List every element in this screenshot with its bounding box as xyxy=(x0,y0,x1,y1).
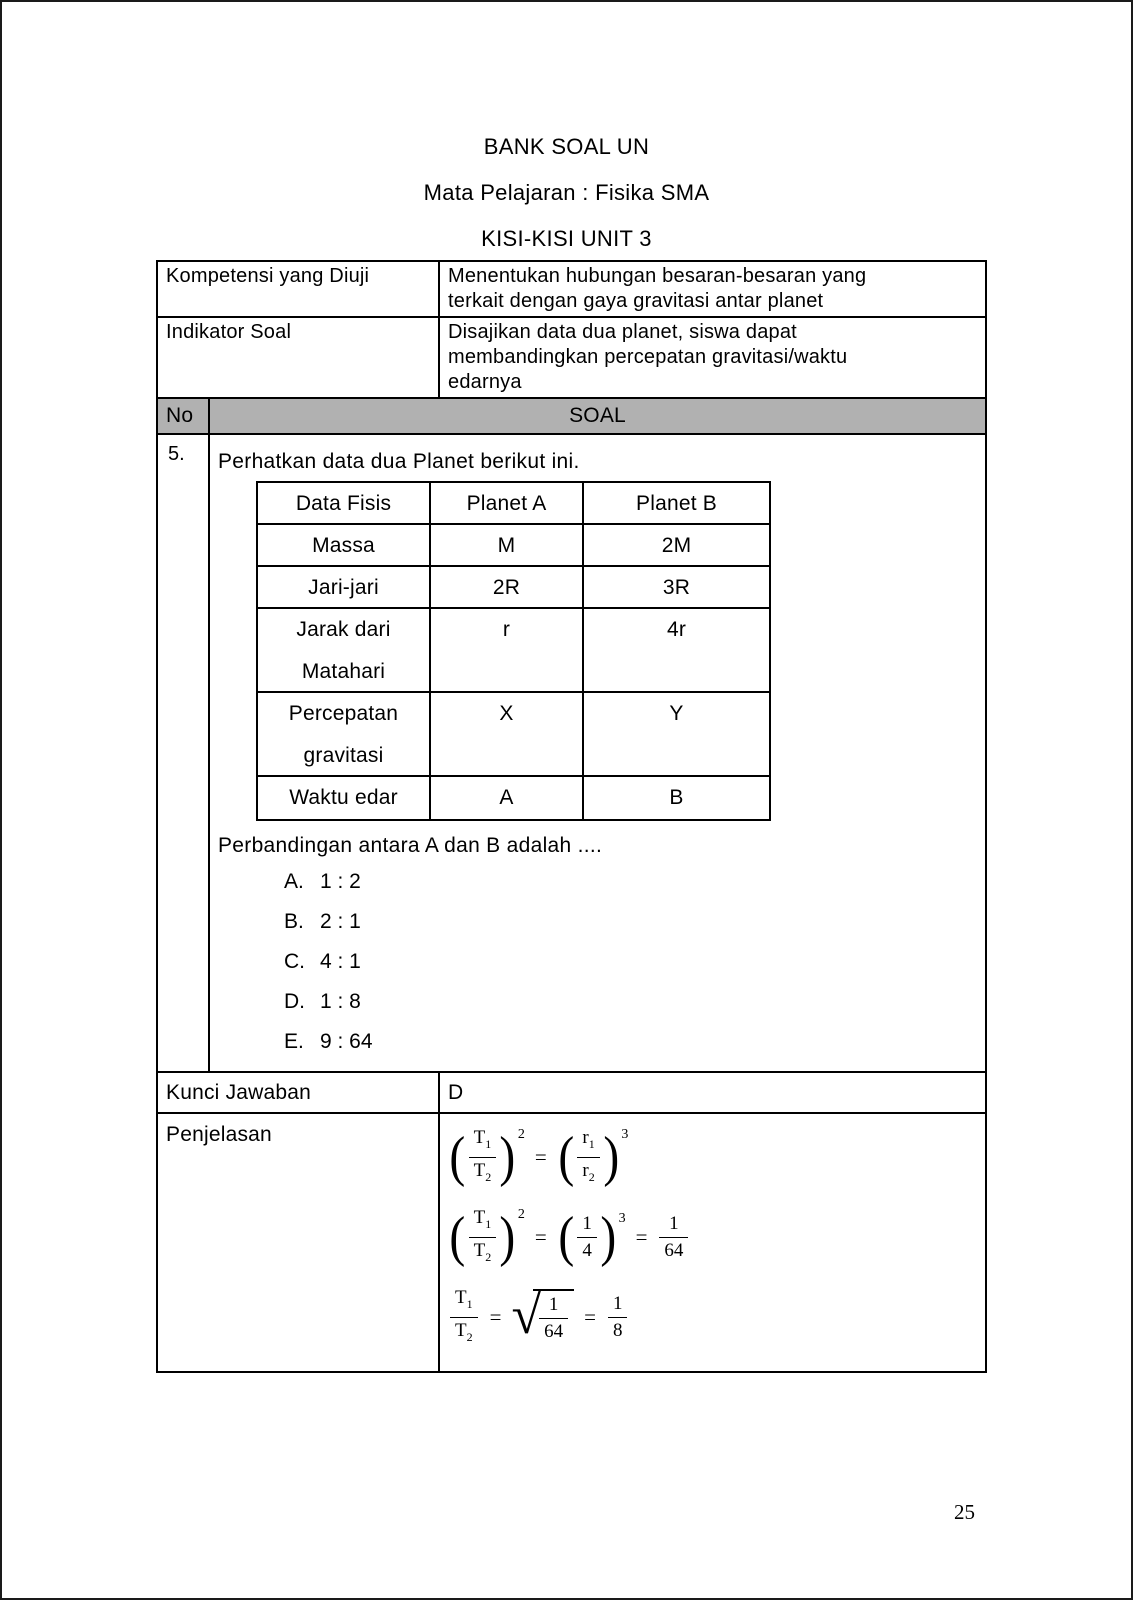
document-header xyxy=(2,134,1131,272)
subscript-1: 1 xyxy=(485,1136,492,1151)
indikator-value xyxy=(440,318,985,397)
row-label: Jarak dari Matahari xyxy=(258,609,431,691)
var-T: T xyxy=(473,1126,486,1148)
subscript-2: 2 xyxy=(485,1169,492,1184)
row-label: Jari-jari xyxy=(258,567,431,607)
option-text: 9 : 64 xyxy=(320,1030,373,1053)
fraction-1-4 xyxy=(577,1211,597,1264)
right-paren: ) xyxy=(499,1126,516,1188)
numerator: 1 xyxy=(582,1212,592,1234)
subscript-2: 2 xyxy=(466,1329,473,1344)
numerator xyxy=(577,1125,599,1157)
option-e xyxy=(284,1031,975,1053)
cell-value: Y xyxy=(669,702,684,725)
row-label: Percepatan gravitasi xyxy=(258,693,431,775)
right-paren: ) xyxy=(600,1206,617,1268)
left-paren: ( xyxy=(558,1206,575,1268)
option-letter: A. xyxy=(284,870,304,893)
planet-table-header-row xyxy=(258,483,769,525)
exponent-3: 3 xyxy=(618,1211,626,1226)
table-row xyxy=(258,525,769,567)
row-soal-header xyxy=(158,399,985,435)
numerator: 1 xyxy=(669,1212,679,1234)
rhs-group xyxy=(557,1125,629,1190)
left-paren: ( xyxy=(449,1206,466,1268)
cell-value: 3R xyxy=(662,576,691,599)
fraction-T1-T2 xyxy=(450,1285,478,1350)
denominator xyxy=(577,1157,599,1190)
right-paren: ) xyxy=(499,1206,516,1268)
answer-key-value: D xyxy=(448,1081,464,1104)
denominator: 64 xyxy=(659,1237,688,1264)
lhs-group xyxy=(448,1125,525,1190)
subscript-1: 1 xyxy=(466,1296,473,1311)
cell-value: A xyxy=(431,777,584,819)
question-sheet-table xyxy=(156,260,987,1373)
no-column-header: No xyxy=(158,399,210,433)
col-header-data-fisis: Data Fisis xyxy=(258,483,431,523)
doc-unit: KISI-KISI UNIT 3 xyxy=(481,226,652,251)
fraction-T1-T2 xyxy=(469,1125,497,1190)
cell-value: 2M xyxy=(661,534,692,557)
col-header-planet-a: Planet A xyxy=(431,483,584,523)
var-T: T xyxy=(455,1319,467,1341)
option-letter: C. xyxy=(284,950,305,973)
planet-data-table xyxy=(256,481,771,821)
fraction-1-64 xyxy=(659,1211,688,1264)
numerator: 1 xyxy=(548,1294,559,1315)
formula-line-3 xyxy=(448,1284,985,1350)
explanation-content xyxy=(440,1114,985,1371)
question-body xyxy=(210,435,985,1071)
row-question xyxy=(158,435,985,1073)
indikator-text: Disajikan data dua planet, siswa dapat membandingkan percepatan gravitasi/waktu edarnya xyxy=(448,321,848,393)
denominator xyxy=(469,1237,497,1270)
row-explanation xyxy=(158,1114,985,1371)
fraction-1-8 xyxy=(608,1291,628,1344)
exponent-2: 2 xyxy=(517,1206,525,1222)
row-indikator xyxy=(158,318,985,399)
cell-value: M xyxy=(431,525,584,565)
fraction-1-64 xyxy=(539,1292,568,1345)
var-r: r xyxy=(582,1126,589,1148)
subscript-1: 1 xyxy=(588,1136,595,1151)
cell-value: X xyxy=(431,693,584,775)
cell-value: 2R xyxy=(431,567,584,607)
equals-sign: = xyxy=(635,1224,648,1249)
row-label: Massa xyxy=(258,525,431,565)
table-row xyxy=(258,609,769,693)
answer-options xyxy=(284,871,975,1053)
fraction-T1-T2 xyxy=(469,1205,497,1270)
left-paren: ( xyxy=(558,1126,575,1188)
equals-sign: = xyxy=(489,1304,502,1329)
row-label: Waktu edar xyxy=(258,777,431,819)
var-T: T xyxy=(473,1159,486,1181)
row-kompetensi xyxy=(158,262,985,318)
option-text: 2 : 1 xyxy=(320,910,361,933)
kompetensi-text: Menentukan hubungan besaran-besaran yang terkait dengan gaya gravitasi antar planet xyxy=(448,265,867,312)
option-letter: E. xyxy=(284,1030,304,1053)
equals-sign: = xyxy=(534,1144,547,1169)
option-c xyxy=(284,951,975,973)
left-paren: ( xyxy=(449,1126,466,1188)
option-a xyxy=(284,871,975,893)
numerator xyxy=(450,1285,478,1317)
numerator: 1 xyxy=(612,1292,623,1314)
doc-subject: Mata Pelajaran : Fisika SMA xyxy=(423,180,710,205)
cell-value: 4r xyxy=(666,618,687,641)
table-row xyxy=(258,693,769,777)
cell-value: B xyxy=(669,786,684,809)
denominator: 8 xyxy=(608,1317,628,1344)
option-letter: B. xyxy=(284,910,304,933)
denominator xyxy=(450,1317,478,1350)
indikator-label: Indikator Soal xyxy=(158,318,440,397)
table-row xyxy=(258,567,769,609)
numerator xyxy=(469,1205,497,1237)
lhs-group xyxy=(448,1205,525,1270)
numerator xyxy=(469,1125,497,1157)
exponent-2: 2 xyxy=(517,1126,525,1142)
soal-column-header: SOAL xyxy=(569,404,626,427)
mid-group xyxy=(557,1206,626,1268)
col-header-planet-b: Planet B xyxy=(636,492,717,515)
kompetensi-label: Kompetensi yang Diuji xyxy=(158,262,440,316)
equals-sign: = xyxy=(534,1224,547,1249)
equals-sign: = xyxy=(584,1304,596,1329)
table-row xyxy=(258,777,769,819)
question-number: 5. xyxy=(158,435,210,1071)
exponent-3: 3 xyxy=(621,1126,629,1142)
row-answer-key xyxy=(158,1073,985,1114)
formula-line-1 xyxy=(448,1124,985,1190)
option-text: 1 : 2 xyxy=(320,870,361,893)
fraction-r1-r2 xyxy=(577,1125,599,1190)
doc-title: BANK SOAL UN xyxy=(483,134,650,159)
option-text: 1 : 8 xyxy=(320,990,361,1013)
question-intro: Perhatkan data dua Planet berikut ini. xyxy=(218,450,580,473)
option-text: 4 : 1 xyxy=(320,950,361,973)
option-b xyxy=(284,911,975,933)
subscript-1: 1 xyxy=(485,1216,492,1231)
right-paren: ) xyxy=(603,1126,620,1188)
answer-key-label: Kunci Jawaban xyxy=(158,1073,440,1112)
radical-sign: √ xyxy=(511,1285,542,1345)
question-prompt: Perbandingan antara A dan B adalah .... xyxy=(218,834,603,857)
option-letter: D. xyxy=(284,990,305,1013)
formula-line-2 xyxy=(448,1204,985,1270)
denominator xyxy=(469,1157,497,1190)
var-T: T xyxy=(473,1239,486,1261)
var-r: r xyxy=(582,1159,589,1181)
denominator: 64 xyxy=(539,1318,568,1345)
denominator: 4 xyxy=(577,1237,597,1264)
option-d xyxy=(284,991,975,1013)
cell-value: r xyxy=(431,609,584,691)
var-T: T xyxy=(455,1286,467,1308)
kompetensi-value xyxy=(440,262,985,316)
explanation-label: Penjelasan xyxy=(158,1114,440,1371)
subscript-2: 2 xyxy=(588,1169,595,1184)
square-root xyxy=(511,1285,574,1345)
subscript-2: 2 xyxy=(485,1249,492,1264)
page-number: 25 xyxy=(954,1500,975,1524)
var-T: T xyxy=(473,1206,486,1228)
